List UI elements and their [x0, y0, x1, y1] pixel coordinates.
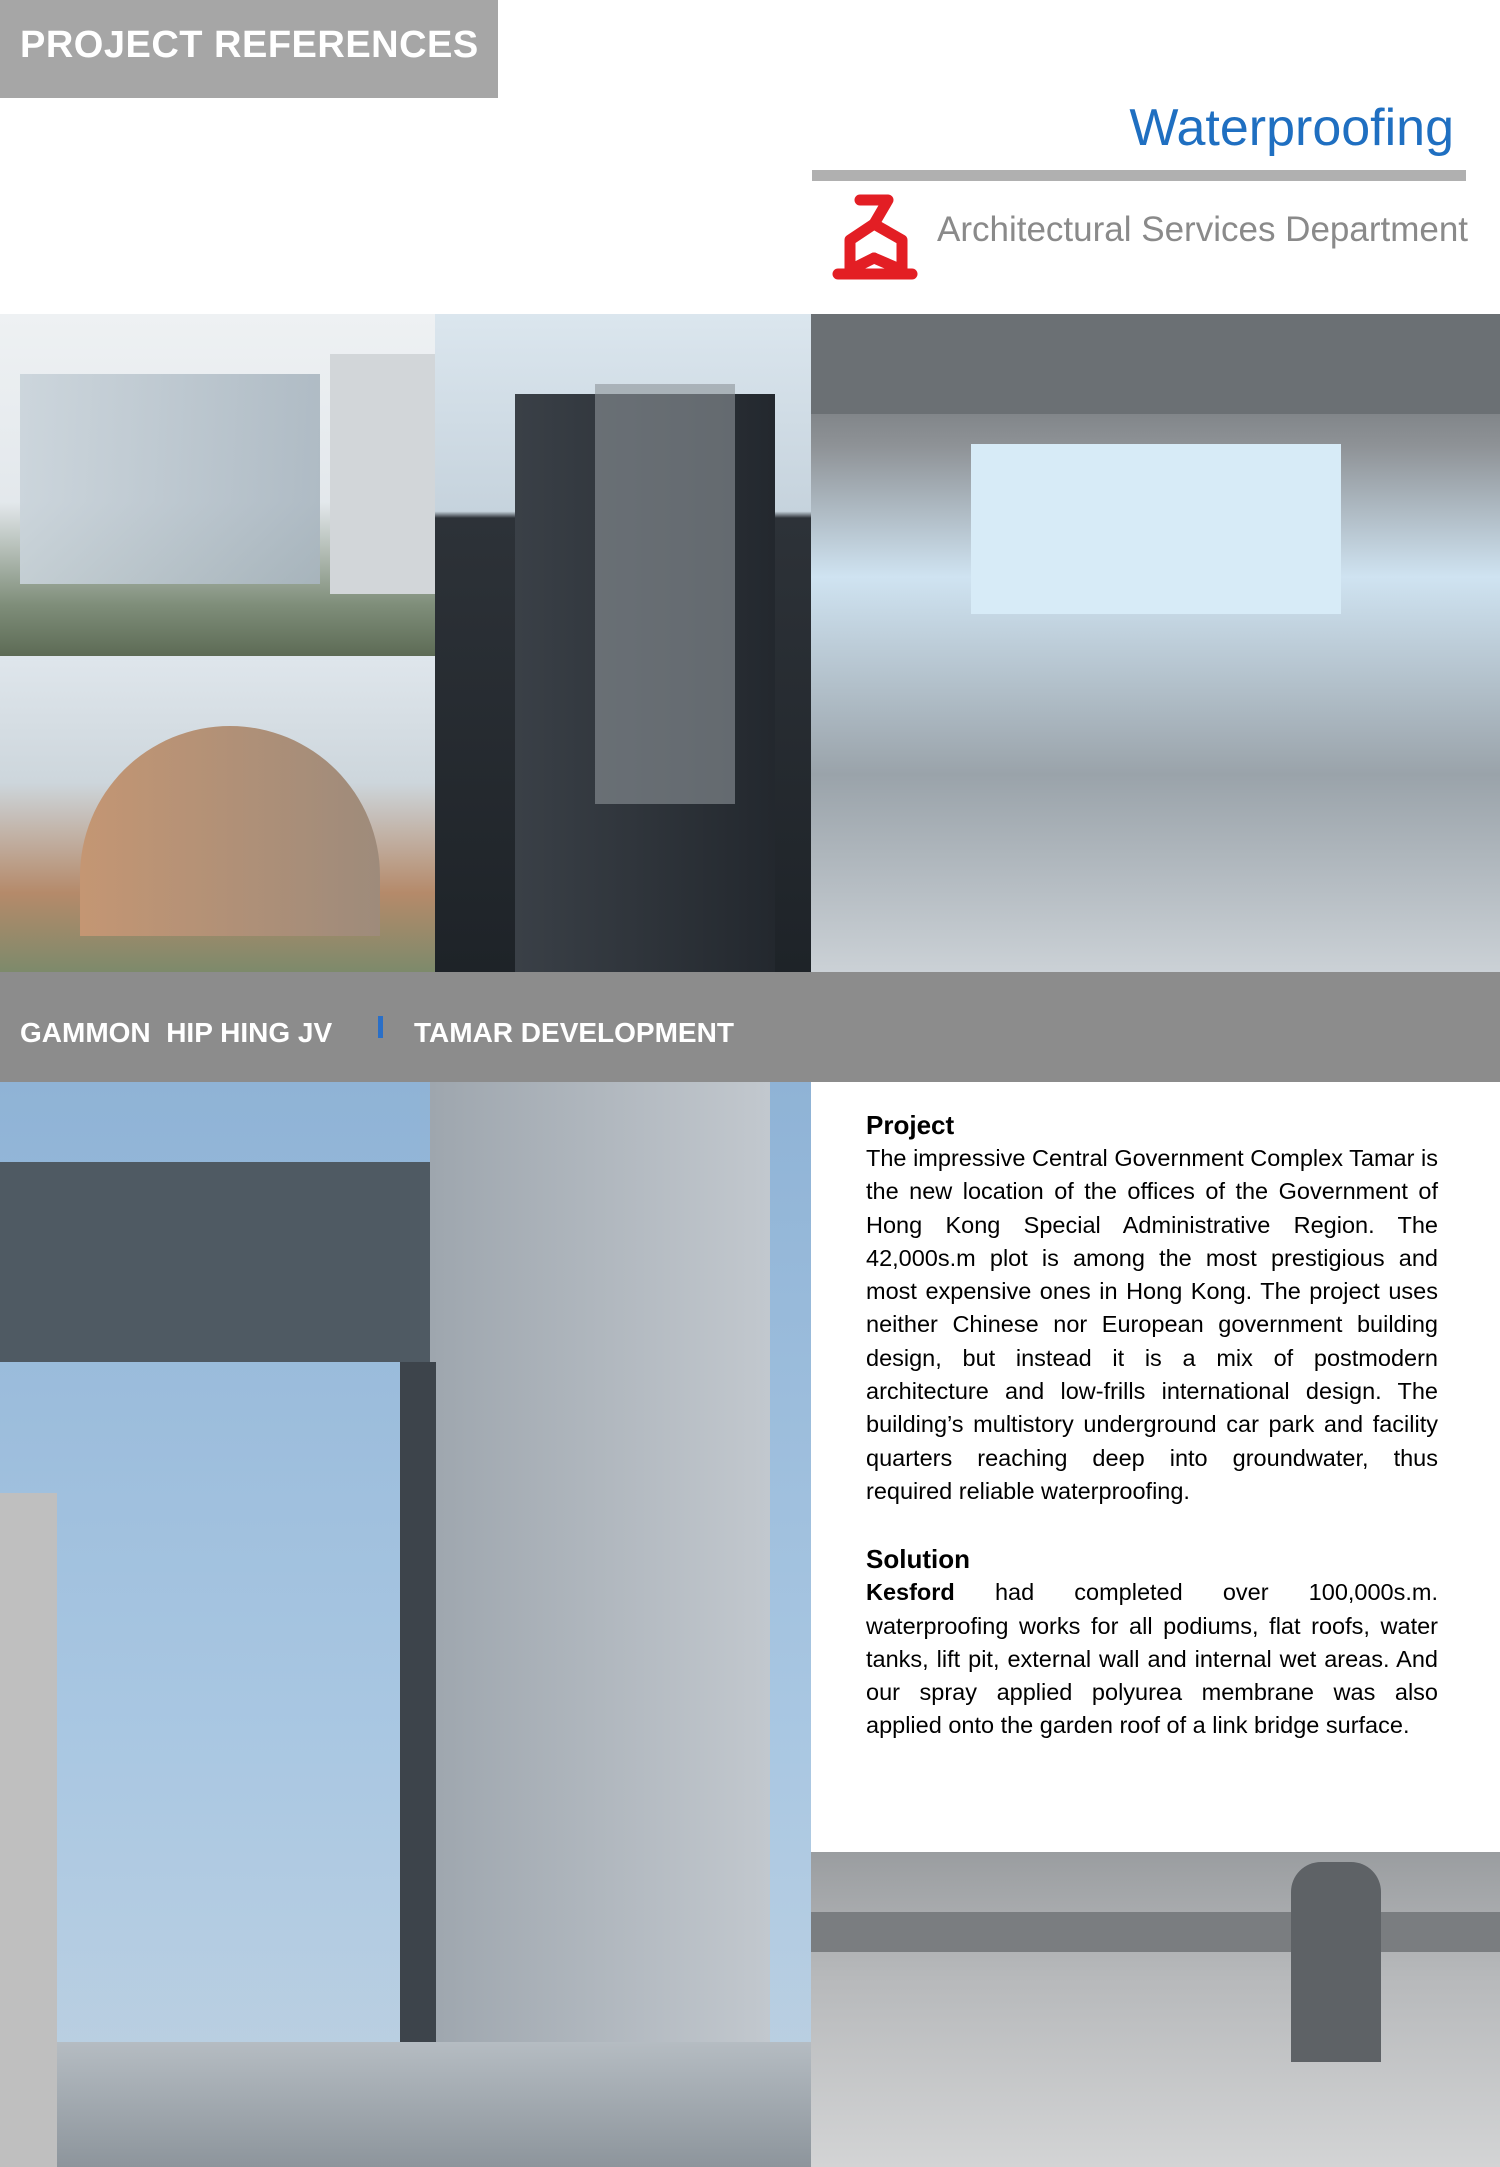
department-name: Architectural Services Department — [937, 210, 1469, 249]
photo-curved-building — [0, 656, 435, 972]
client-name: GAMMON HIP HING JV — [20, 1017, 333, 1048]
solution-heading: Solution — [866, 1544, 970, 1575]
photo-atrium-view — [811, 314, 1500, 972]
project-name: TAMAR DEVELOPMENT — [414, 1017, 734, 1048]
company-name: Kesford — [866, 1579, 955, 1606]
solution-description — [866, 1576, 1438, 1742]
band-separator — [378, 1016, 383, 1038]
description-panel — [866, 1108, 1438, 1743]
section-tab-label: PROJECT REFERENCES — [20, 24, 479, 66]
photo-spray-application — [811, 1852, 1500, 2167]
title-rule — [812, 170, 1466, 181]
photo-tamar-tower — [0, 1082, 811, 2167]
project-description: The impressive Central Government Complex Tamar is the new location of the offices of the Government of Hong Kong Special Administrative Region. The 42,000s.m plot is among the most prestigious and most expensive ones in Hong Kong. The project uses neither Chinese nor European government building design, but instead it is a mix of postmodern architecture and low-frills international design. The building’s multistory underground car park and facility quarters reaching deep into groundwater, thus required reliable waterproofing. — [866, 1145, 1438, 1504]
section-tab — [0, 0, 498, 98]
photo-glass-building — [0, 314, 435, 656]
solution-text: had completed over 100,000s.m. waterproofing works for all podiums, flat roofs, water tanks, lift pit, external wall and internal wet areas. And our spray applied polyurea membrane was also applied onto the garden roof of a link bridge surface. — [866, 1579, 1439, 1739]
department-logo-icon — [830, 188, 920, 284]
project-heading: Project — [866, 1110, 955, 1140]
side-accent-bar — [0, 1493, 57, 2167]
photo-dark-tower — [435, 314, 811, 972]
category-title: Waterproofing — [1129, 99, 1454, 157]
